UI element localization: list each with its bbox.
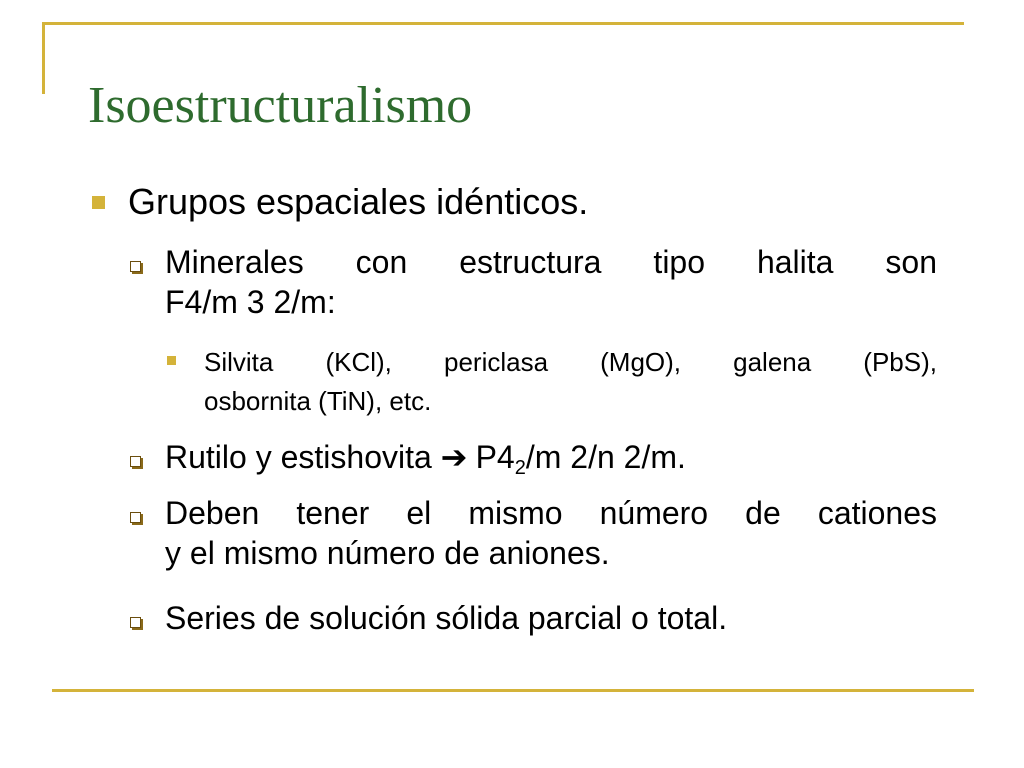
item-minerales-line1: Minerales con estructura tipo halita son [165,244,937,280]
rutilo-text: Rutilo y estishovita [165,439,432,475]
item-silvita [204,343,937,421]
small-square-bullet-icon [167,356,176,365]
slide-title: Isoestructuralismo [88,77,473,134]
item-silvita-line1: Silvita (KCl), periclasa (MgO), galena (PbS), [204,347,937,377]
item-deben-line2: y el mismo número de aniones. [165,535,610,571]
hollow-square-bullet-icon [130,512,141,523]
item-rutilo [165,437,686,477]
level1-item: Grupos espaciales idénticos. [128,181,589,222]
hollow-square-bullet-icon [130,261,141,272]
item-minerales-line2: F4/m 3 2/m: [165,284,336,320]
arrow-right-icon: ➔ [440,439,468,475]
hollow-square-bullet-icon [130,456,141,467]
item-deben [165,493,937,573]
hollow-square-bullet-icon [130,617,141,628]
item-minerales [165,242,937,322]
formula-subscript: 2 [514,457,526,479]
item-series: Series de solución sólida parcial o total. [165,600,728,636]
formula-pre: P4 [475,439,515,475]
filled-square-bullet-icon [92,196,105,209]
item-deben-line1: Deben tener el mismo número de cationes [165,495,937,531]
item-silvita-line2: osbornita (TiN), etc. [204,386,432,416]
formula-post: /m 2/n 2/m. [525,439,686,475]
